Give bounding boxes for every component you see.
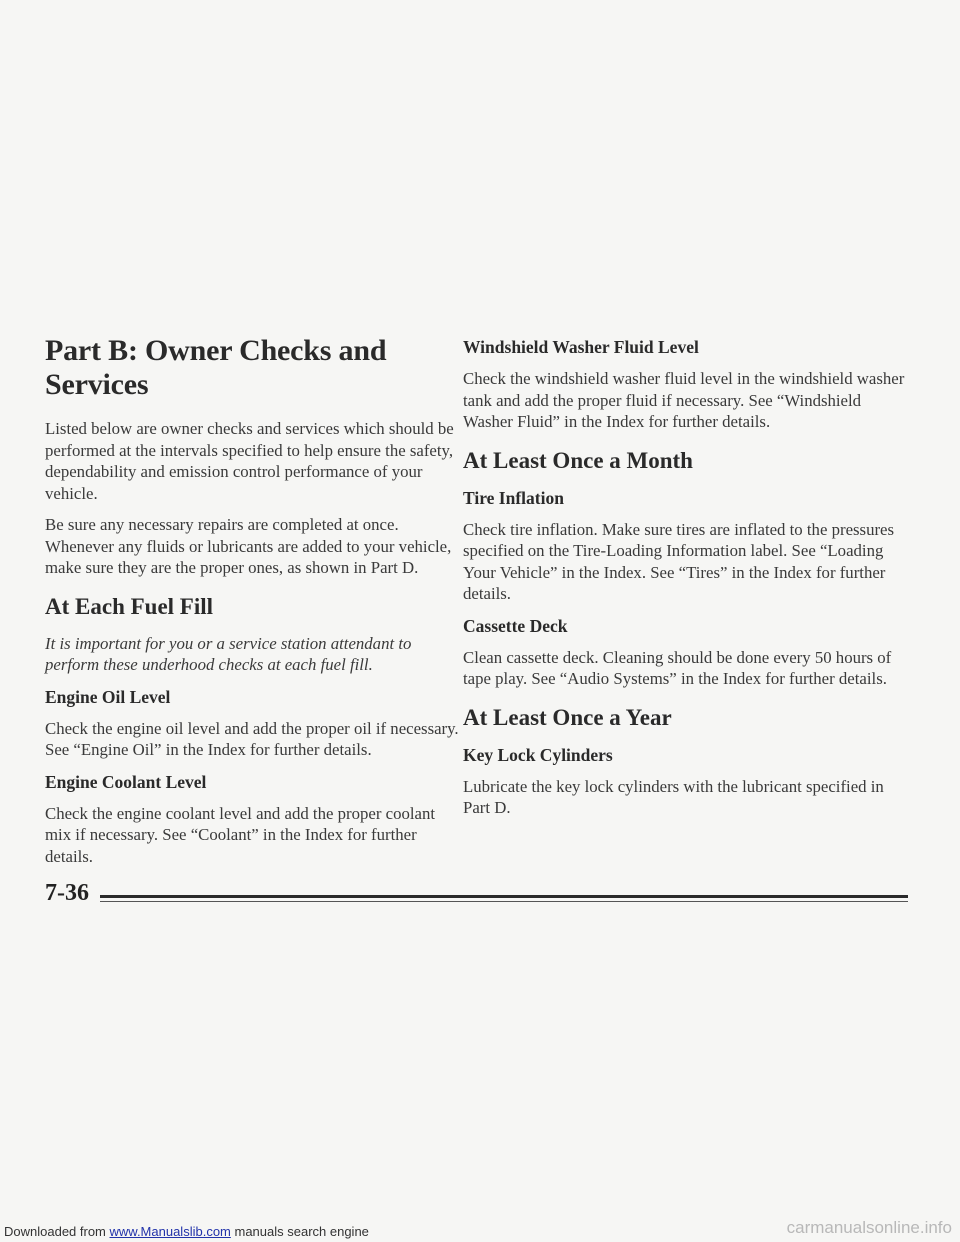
section-heading-month: At Least Once a Month: [463, 447, 693, 473]
tire-inflation-text: Check tire inflation. Make sure tires are inflated to the pressures specified on the Tire-Loading Information label. See “Loading Your Vehicle” in the Index. See “Tires” in the Index for further details.: [463, 519, 895, 603]
heading-washer-fluid: Windshield Washer Fluid Level: [463, 337, 699, 357]
heading-engine-oil: Engine Oil Level: [45, 686, 171, 707]
watermark-prefix: Downloaded from: [4, 1224, 110, 1239]
fuel-fill-note: It is important for you or a service station attendant to perform these underhood checks at each fuel fill.: [45, 633, 412, 674]
washer-fluid-text: Check the windshield washer fluid level in the windshield washer tank and add the proper fluid if necessary. See “Windshield Washer Fluid” in the Index for further details.: [463, 369, 905, 431]
manualslib-link[interactable]: www.Manualslib.com: [109, 1224, 231, 1239]
footer-rule: [100, 895, 908, 898]
section-heading-year: At Least Once a Year: [463, 704, 672, 730]
intro-paragraph-2: Be sure any necessary repairs are completed at once. Whenever any fluids or lubricants are added to your vehicle, make sure they are the proper ones, as shown in Part D.: [45, 515, 452, 577]
site-watermark: carmanualsonline.info: [786, 1218, 952, 1237]
heading-tire-inflation: Tire Inflation: [463, 487, 564, 508]
download-watermark: [4, 1224, 369, 1239]
engine-oil-text: Check the engine oil level and add the proper oil if necessary. See “Engine Oil” in the Index for further details.: [45, 718, 459, 759]
key-lock-text: Lubricate the key lock cylinders with the lubricant specified in Part D.: [463, 776, 884, 817]
cassette-deck-text: Clean cassette deck. Cleaning should be done every 50 hours of tape play. See “Audio Systems” in the Index for further details.: [463, 647, 892, 688]
heading-cassette-deck: Cassette Deck: [463, 615, 568, 636]
section-heading-fuel-fill: At Each Fuel Fill: [45, 593, 214, 619]
heading-key-lock: Key Lock Cylinders: [463, 744, 613, 765]
intro-paragraph-1: Listed below are owner checks and services which should be performed at the intervals specified to help ensure the safety, dependability and emission control performance of your vehicle.: [45, 419, 454, 503]
left-column: [45, 334, 461, 877]
page-title: Part B: Owner Checks and Services: [45, 334, 387, 401]
engine-coolant-text: Check the engine coolant level and add the proper coolant mix if necessary. See “Coolant” in the Index for further details.: [45, 803, 436, 866]
page-number: 7-36: [45, 880, 95, 907]
footer-rule-thin: [100, 901, 908, 902]
watermark-suffix: manuals search engine: [230, 1224, 369, 1239]
heading-engine-coolant: Engine Coolant Level: [45, 771, 207, 792]
right-column: [463, 336, 913, 829]
